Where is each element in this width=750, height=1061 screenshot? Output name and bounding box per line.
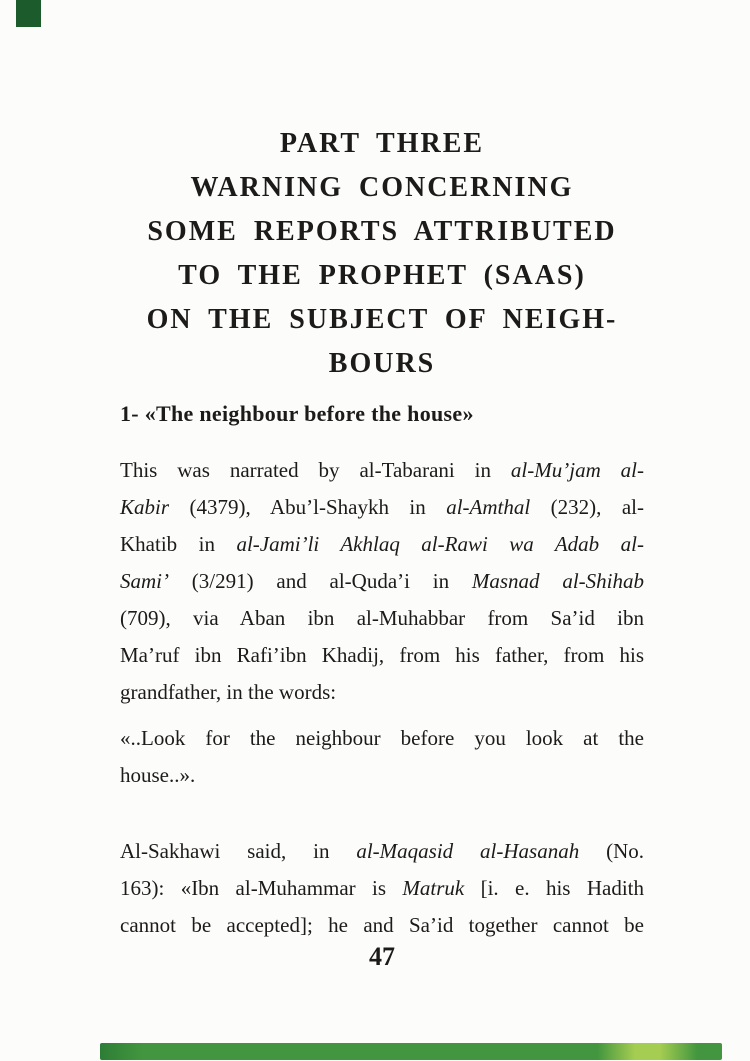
text-line: grandfather, in the words:: [120, 680, 337, 704]
text-line: Kabir (4379), Abu’l-Shaykh in al-Amthal (232), al-: [120, 495, 644, 519]
part-title-line: TO THE PROPHET (SAAS): [178, 260, 586, 291]
text-line: Al-Sakhawi said, in al-Maqasid al-Hasanah (No.: [120, 839, 644, 863]
part-title: [120, 122, 644, 386]
text-line: Khatib in al-Jami’li Akhlaq al-Rawi wa Adab al-: [120, 532, 644, 556]
part-title-line: SOME REPORTS ATTRIBUTED: [147, 216, 617, 247]
hadith-quote: [120, 720, 644, 794]
body-text: [120, 452, 644, 944]
sakhawi-comment: [120, 833, 644, 944]
text-line: (709), via Aban ibn al-Muhabbar from Sa’id ibn: [120, 606, 644, 630]
part-title-line: PART THREE: [279, 128, 485, 159]
section-heading: 1- «The neighbour before the house»: [120, 401, 474, 426]
text-line: Sami’ (3/291) and al-Quda’i in Masnad al-Shihab: [120, 569, 644, 593]
text-line: Ma’ruf ibn Rafi’ibn Khadij, from his father, from his: [120, 643, 644, 667]
page-number: 47: [369, 942, 395, 971]
text-line: house..».: [120, 763, 196, 787]
text-line: This was narrated by al-Tabarani in al-Mu’jam al-: [120, 458, 644, 482]
text-line: cannot be accepted]; he and Sa’id together cannot be: [120, 913, 644, 937]
part-title-line: ON THE SUBJECT OF NEIGH-: [146, 304, 618, 335]
scan-bottom-bar: [100, 1043, 722, 1060]
scan-corner-mark: [16, 0, 41, 27]
narration-paragraph: [120, 452, 644, 711]
part-title-line: WARNING CONCERNING: [190, 172, 574, 203]
text-line: 163): «Ibn al-Muhammar is Matruk [i. e. his Hadith: [120, 876, 644, 900]
text-line: «..Look for the neighbour before you look at the: [120, 726, 644, 750]
part-title-line: BOURS: [328, 348, 436, 379]
